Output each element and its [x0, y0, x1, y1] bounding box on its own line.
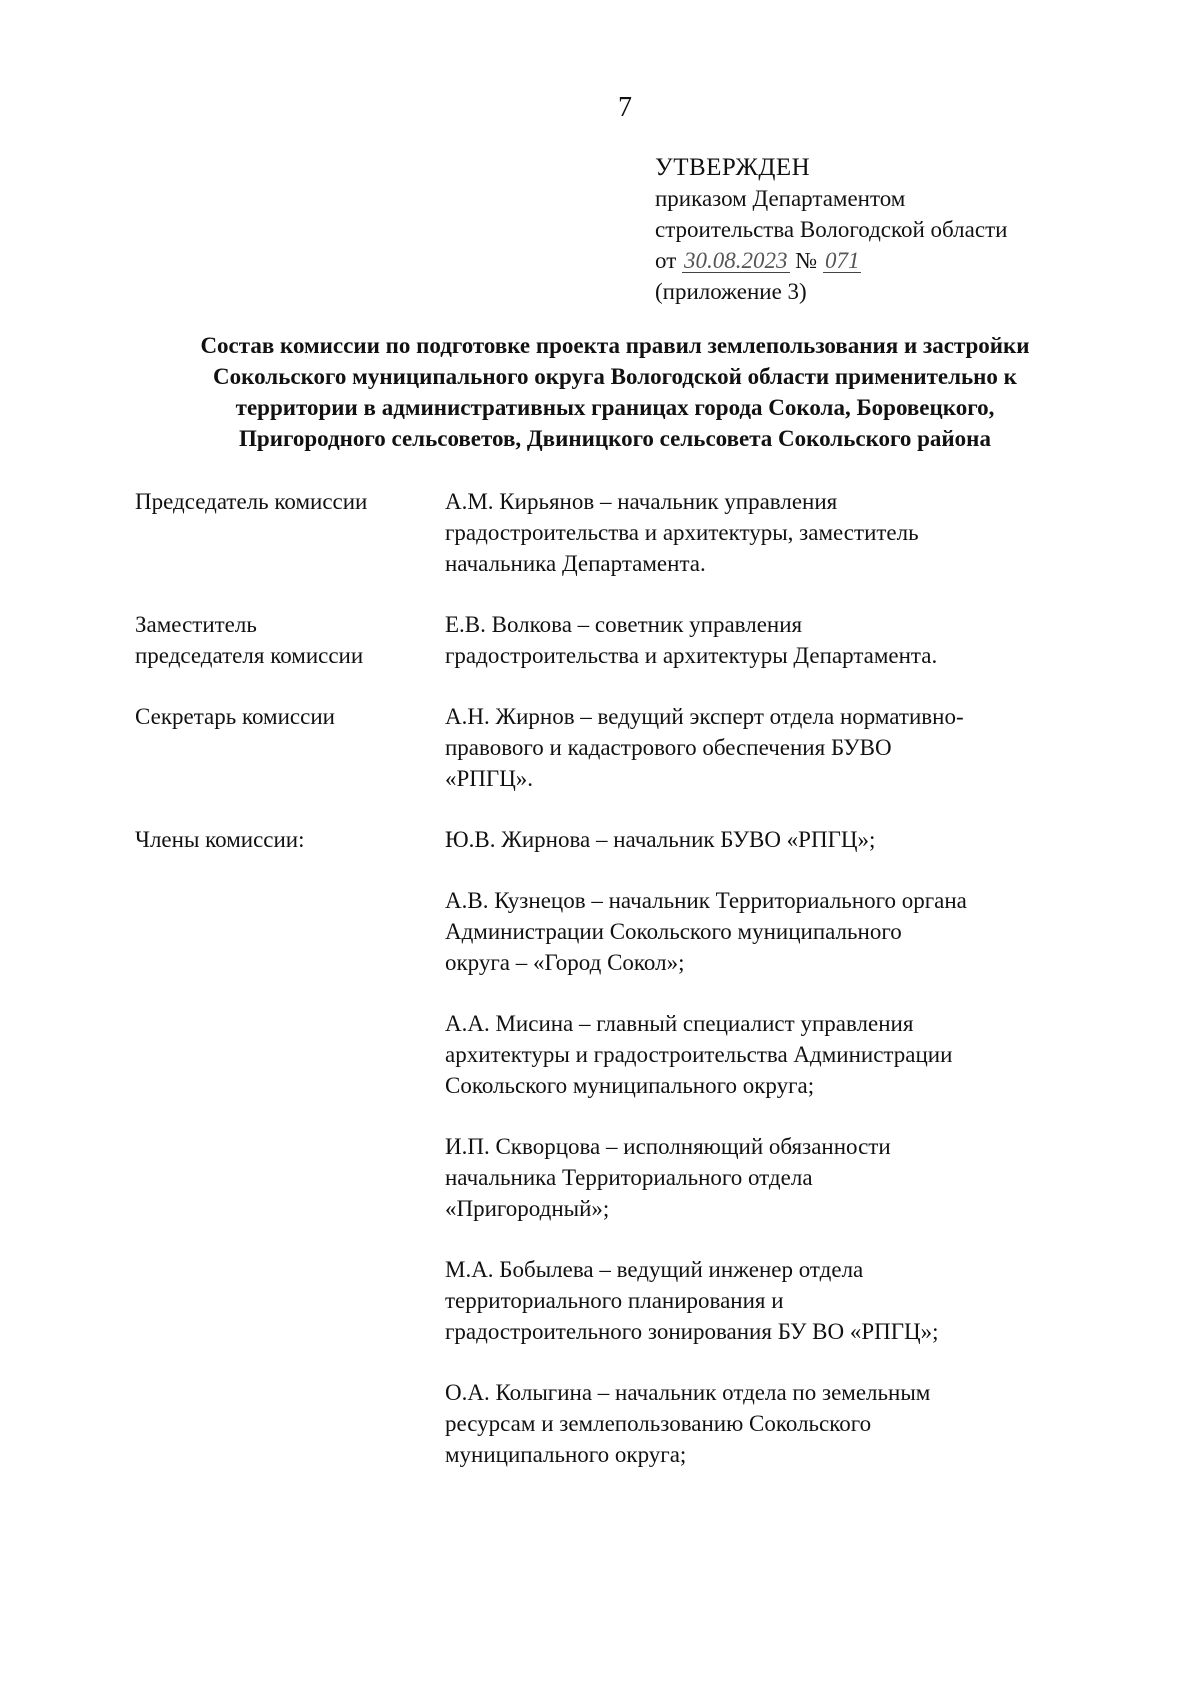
approval-line-1: приказом Департаментом: [655, 186, 906, 211]
member-entry: [445, 609, 1095, 671]
member-text-line: градостроительства и архитектуры Департамента.: [445, 643, 938, 668]
title-line-4: Пригородного сельсоветов, Двиницкого сельсовета Сокольского района: [239, 426, 991, 451]
member-entry: [445, 1131, 1095, 1224]
role-label-line: Члены комиссии:: [135, 827, 305, 852]
member-text-line: Е.В. Волкова – советник управления: [445, 612, 803, 637]
member-text-line: ресурсам и землепользованию Сокольского: [445, 1411, 872, 1436]
appendix-note: (приложение 3): [655, 279, 807, 304]
title-line-1: Состав комиссии по подготовке проекта правил землепользования и застройки: [200, 333, 1030, 358]
member-list: [445, 701, 1095, 794]
member-entry: [445, 824, 1095, 855]
member-text-line: «Пригородный»;: [445, 1196, 610, 1221]
title-line-2: Сокольского муниципального округа Вологодской области применительно к: [213, 364, 1017, 389]
member-text-line: «РПГЦ».: [445, 766, 534, 791]
member-text-line: Сокольского муниципального округа;: [445, 1073, 815, 1098]
member-text-line: М.А. Бобылева – ведущий инженер отдела: [445, 1257, 864, 1282]
date-prefix: от: [655, 248, 677, 273]
member-text-line: А.В. Кузнецов – начальник Территориального органа: [445, 888, 967, 913]
role-label: [135, 824, 435, 855]
member-text-line: начальника Территориального отдела: [445, 1165, 813, 1190]
member-entry: [445, 701, 1095, 794]
member-entry: [445, 1008, 1095, 1101]
member-text-line: Ю.В. Жирнова – начальник БУВО «РПГЦ»;: [445, 827, 876, 852]
member-entry: [445, 1377, 1095, 1470]
member-list: [445, 609, 1095, 671]
member-text-line: А.Н. Жирнов – ведущий эксперт отдела нормативно-: [445, 704, 964, 729]
member-text-line: А.М. Кирьянов – начальник управления: [445, 489, 838, 514]
approval-title: УТВЕРЖДЕН: [655, 154, 811, 181]
member-text-line: округа – «Город Сокол»;: [445, 950, 685, 975]
member-text-line: градостроительства и архитектуры, заместитель: [445, 520, 919, 545]
member-text-line: правового и кадастрового обеспечения БУВО: [445, 735, 892, 760]
member-text-line: архитектуры и градостроительства Администрации: [445, 1042, 953, 1067]
role-label: [135, 486, 435, 517]
approval-line-2: строительства Вологодской области: [655, 217, 1008, 242]
role-label-line: Председатель комиссии: [135, 489, 368, 514]
member-entry: [445, 486, 1095, 579]
role-row: [135, 701, 1095, 794]
role-row: [135, 609, 1095, 671]
member-text-line: О.А. Колыгина – начальник отдела по земельным: [445, 1380, 931, 1405]
member-text-line: муниципального округа;: [445, 1442, 687, 1467]
approval-stamp-block: [655, 152, 1007, 307]
member-text-line: градостроительного зонирования БУ ВО «РПГЦ»;: [445, 1319, 939, 1344]
page-number: 7: [618, 92, 632, 123]
title-line-3: территории в административных границах города Сокола, Боровецкого,: [235, 395, 995, 420]
member-text-line: А.А. Мисина – главный специалист управления: [445, 1011, 914, 1036]
approval-date-line: [655, 245, 1007, 276]
role-row: [135, 824, 1095, 1470]
member-text-line: Администрации Сокольского муниципального: [445, 919, 902, 944]
member-entry: [445, 1254, 1095, 1347]
member-entry: [445, 885, 1095, 978]
member-text-line: начальника Департамента.: [445, 551, 706, 576]
role-label: [135, 609, 435, 671]
member-text-line: И.П. Скворцова – исполняющий обязанности: [445, 1134, 891, 1159]
role-label-line: Заместитель: [135, 612, 257, 637]
member-text-line: территориального планирования и: [445, 1288, 784, 1313]
role-label-line: Секретарь комиссии: [135, 704, 335, 729]
document-title: [120, 330, 1110, 454]
member-list: [445, 824, 1095, 1470]
handwritten-number: 071: [824, 248, 860, 273]
number-prefix: №: [795, 248, 818, 273]
role-label: [135, 701, 435, 732]
member-list: [445, 486, 1095, 579]
role-label-line: председателя комиссии: [135, 643, 364, 668]
handwritten-date: 30.08.2023: [684, 248, 788, 273]
commission-roster: [135, 486, 1095, 1500]
role-row: [135, 486, 1095, 579]
